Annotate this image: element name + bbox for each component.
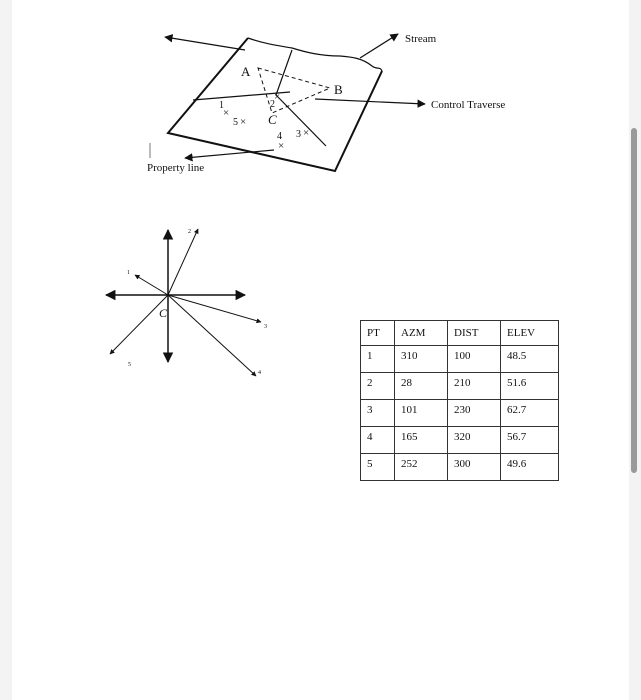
point-1-label: 1 — [219, 100, 224, 111]
stream-edge — [248, 38, 382, 71]
svg-text:×: × — [223, 107, 230, 119]
table-cell: 4 — [361, 427, 395, 454]
point-c-label: C — [268, 112, 277, 127]
table-cell: 165 — [395, 427, 448, 454]
svg-text:×: × — [303, 127, 310, 139]
table-cell: 300 — [448, 454, 501, 481]
table-cell: 48.5 — [501, 346, 559, 373]
point-a-label: A — [241, 64, 251, 79]
ray-4 — [168, 295, 256, 376]
table-cell: 1 — [361, 346, 395, 373]
table-cell: 100 — [448, 346, 501, 373]
table-cell: 5 — [361, 454, 395, 481]
ray-1-label: 1 — [127, 270, 130, 276]
table-cell: 310 — [395, 346, 448, 373]
ray-2-label: 2 — [188, 229, 191, 235]
table-cell: 210 — [448, 373, 501, 400]
table-cell: 2 — [361, 373, 395, 400]
header-azm: AZM — [395, 321, 448, 346]
property-boundary — [168, 38, 382, 171]
table-row — [361, 427, 559, 454]
survey-table — [360, 320, 559, 481]
table-cell: 51.6 — [501, 373, 559, 400]
table-row — [361, 454, 559, 481]
radial-center-label: C — [159, 306, 168, 320]
traverse-triangle — [258, 68, 330, 113]
header-pt: PT — [361, 321, 395, 346]
table-cell: 3 — [361, 400, 395, 427]
table-cell: 252 — [395, 454, 448, 481]
ray-5-label: 5 — [128, 362, 131, 368]
radial-diagram — [106, 229, 267, 376]
table-cell: 101 — [395, 400, 448, 427]
table-row — [361, 346, 559, 373]
table-cell: 62.7 — [501, 400, 559, 427]
stream-label: Stream — [405, 33, 437, 45]
control-traverse-label: Control Traverse — [431, 99, 506, 111]
table-cell: 49.6 — [501, 454, 559, 481]
point-5-label: 5 — [233, 117, 238, 128]
point-4-label: 4 — [277, 131, 282, 142]
point-b-label: B — [334, 82, 343, 97]
table-cell: 230 — [448, 400, 501, 427]
table-header-row — [361, 321, 559, 346]
point-3-label: 3 — [296, 129, 301, 140]
ray-1 — [135, 275, 168, 295]
table-cell: 320 — [448, 427, 501, 454]
table-row — [361, 400, 559, 427]
svg-text:×: × — [278, 140, 285, 152]
header-elev: ELEV — [501, 321, 559, 346]
stream-line — [165, 37, 245, 50]
control-traverse-arrow — [315, 99, 425, 104]
point-2-label: 2 — [270, 99, 275, 110]
header-dist: DIST — [448, 321, 501, 346]
ray-2 — [168, 229, 198, 295]
table-row — [361, 373, 559, 400]
svg-text:×: × — [240, 116, 247, 128]
table-cell: 56.7 — [501, 427, 559, 454]
ray-3-label: 3 — [264, 324, 267, 330]
table-cell: 28 — [395, 373, 448, 400]
ray-5 — [110, 295, 168, 354]
svg-text:×: × — [274, 91, 281, 103]
stream-arrow — [360, 34, 398, 58]
ray-4-label: 4 — [258, 370, 261, 376]
property-line-label: Property line — [147, 162, 205, 174]
